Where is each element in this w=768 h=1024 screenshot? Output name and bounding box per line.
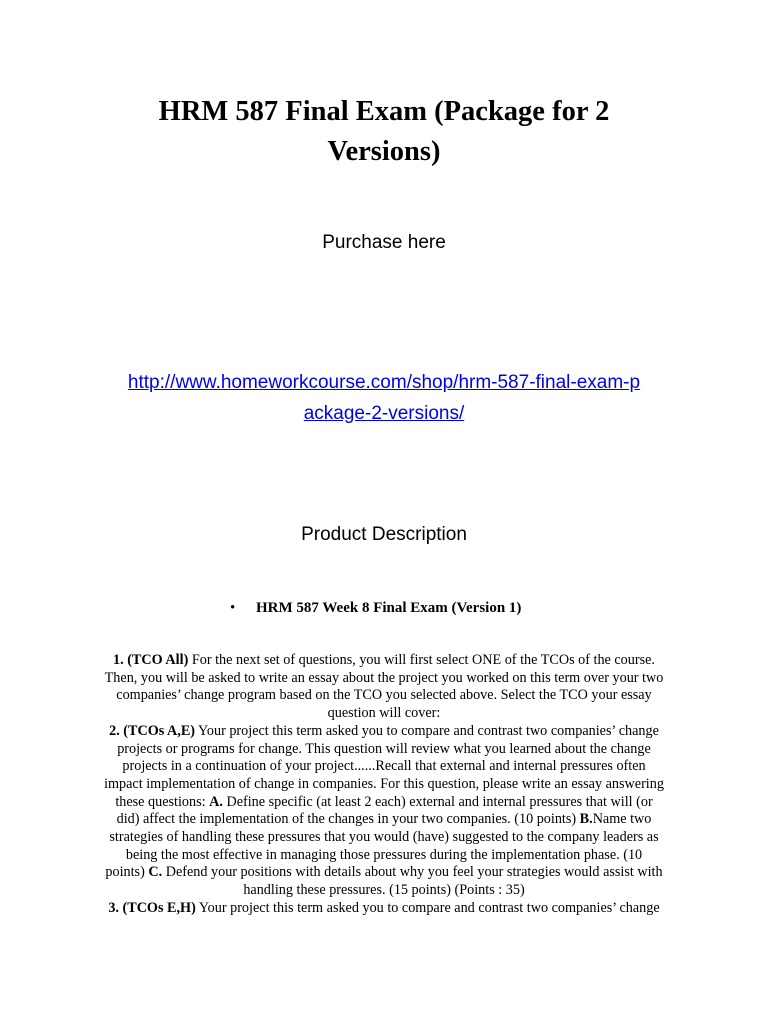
question-text: Defend your positions with details about why you feel your strategies would assist with: [162, 864, 663, 881]
question-text: [80, 794, 688, 812]
question-text: companies’ change program based on the TCO you selected above. Select the TCO your essay: [116, 687, 652, 704]
question-text: Define specific (at least 2 each) external and internal pressures that will (or: [222, 793, 653, 810]
product-link[interactable]: [84, 367, 684, 429]
question-2-line: [80, 723, 688, 741]
title-line-1: HRM 587 Final Exam (Package for 2: [158, 96, 610, 127]
question-text: points): [105, 864, 149, 881]
question-3-tag: 3. (TCOs E,H): [108, 899, 196, 916]
bullet-item-text: HRM 587 Week 8 Final Exam (Version 1): [256, 600, 522, 616]
question-text: Then, you will be asked to write an essay about the project you worked on this term over your two: [104, 669, 664, 686]
document-title: [80, 92, 688, 172]
question-text: strategies of handling these pressures that you would (have) suggested to the company leaders as: [109, 829, 659, 846]
bullet-icon: •: [230, 600, 236, 616]
question-text: Your project this term asked you to compare and contrast two companies’ change: [195, 722, 659, 739]
question-3-line: [80, 900, 688, 918]
question-text: Your project this term asked you to compare and contrast two companies’ change: [195, 899, 660, 916]
product-description-heading: Product Description: [301, 524, 467, 545]
purchase-label: Purchase here: [322, 232, 446, 253]
question-text: being the most effective in managing those pressures during the implementation phase. (10: [125, 846, 643, 863]
question-text: [80, 864, 688, 882]
question-text: For the next set of questions, you will first select ONE of the TCOs of the course.: [188, 652, 655, 668]
product-link-line-1[interactable]: http://www.homeworkcourse.com/shop/hrm-587-final-exam-p: [127, 372, 641, 393]
part-label-a: A.: [209, 793, 223, 810]
part-label-b: B.: [579, 811, 593, 828]
question-text: Name two: [592, 811, 652, 828]
question-text: these questions:: [115, 793, 210, 810]
bullet-list-item: [230, 597, 521, 619]
question-text: question will cover:: [327, 705, 441, 722]
question-2-tag: 2. (TCOs A,E): [109, 722, 196, 739]
question-text: projects in a continuation of your project......Recall that external and internal pressures often: [122, 758, 646, 775]
question-1-tag: 1. (TCO All): [113, 652, 189, 668]
question-text: handling these pressures. (15 points) (Points : 35): [243, 882, 525, 899]
part-label-c: C.: [148, 864, 163, 881]
product-link-line-2[interactable]: ackage-2-versions/: [303, 403, 465, 424]
question-1-line: [80, 652, 688, 670]
question-text: impact implementation of change in companies. For this question, please write an essay answering: [104, 775, 664, 792]
question-text: projects or programs for change. This question will review what you learned about the change: [117, 740, 651, 757]
title-line-2: Versions): [327, 136, 441, 167]
question-text: did) affect the implementation of the changes in your two companies. (10 points): [116, 811, 580, 828]
exam-questions: [80, 652, 688, 918]
question-text: [80, 811, 688, 829]
